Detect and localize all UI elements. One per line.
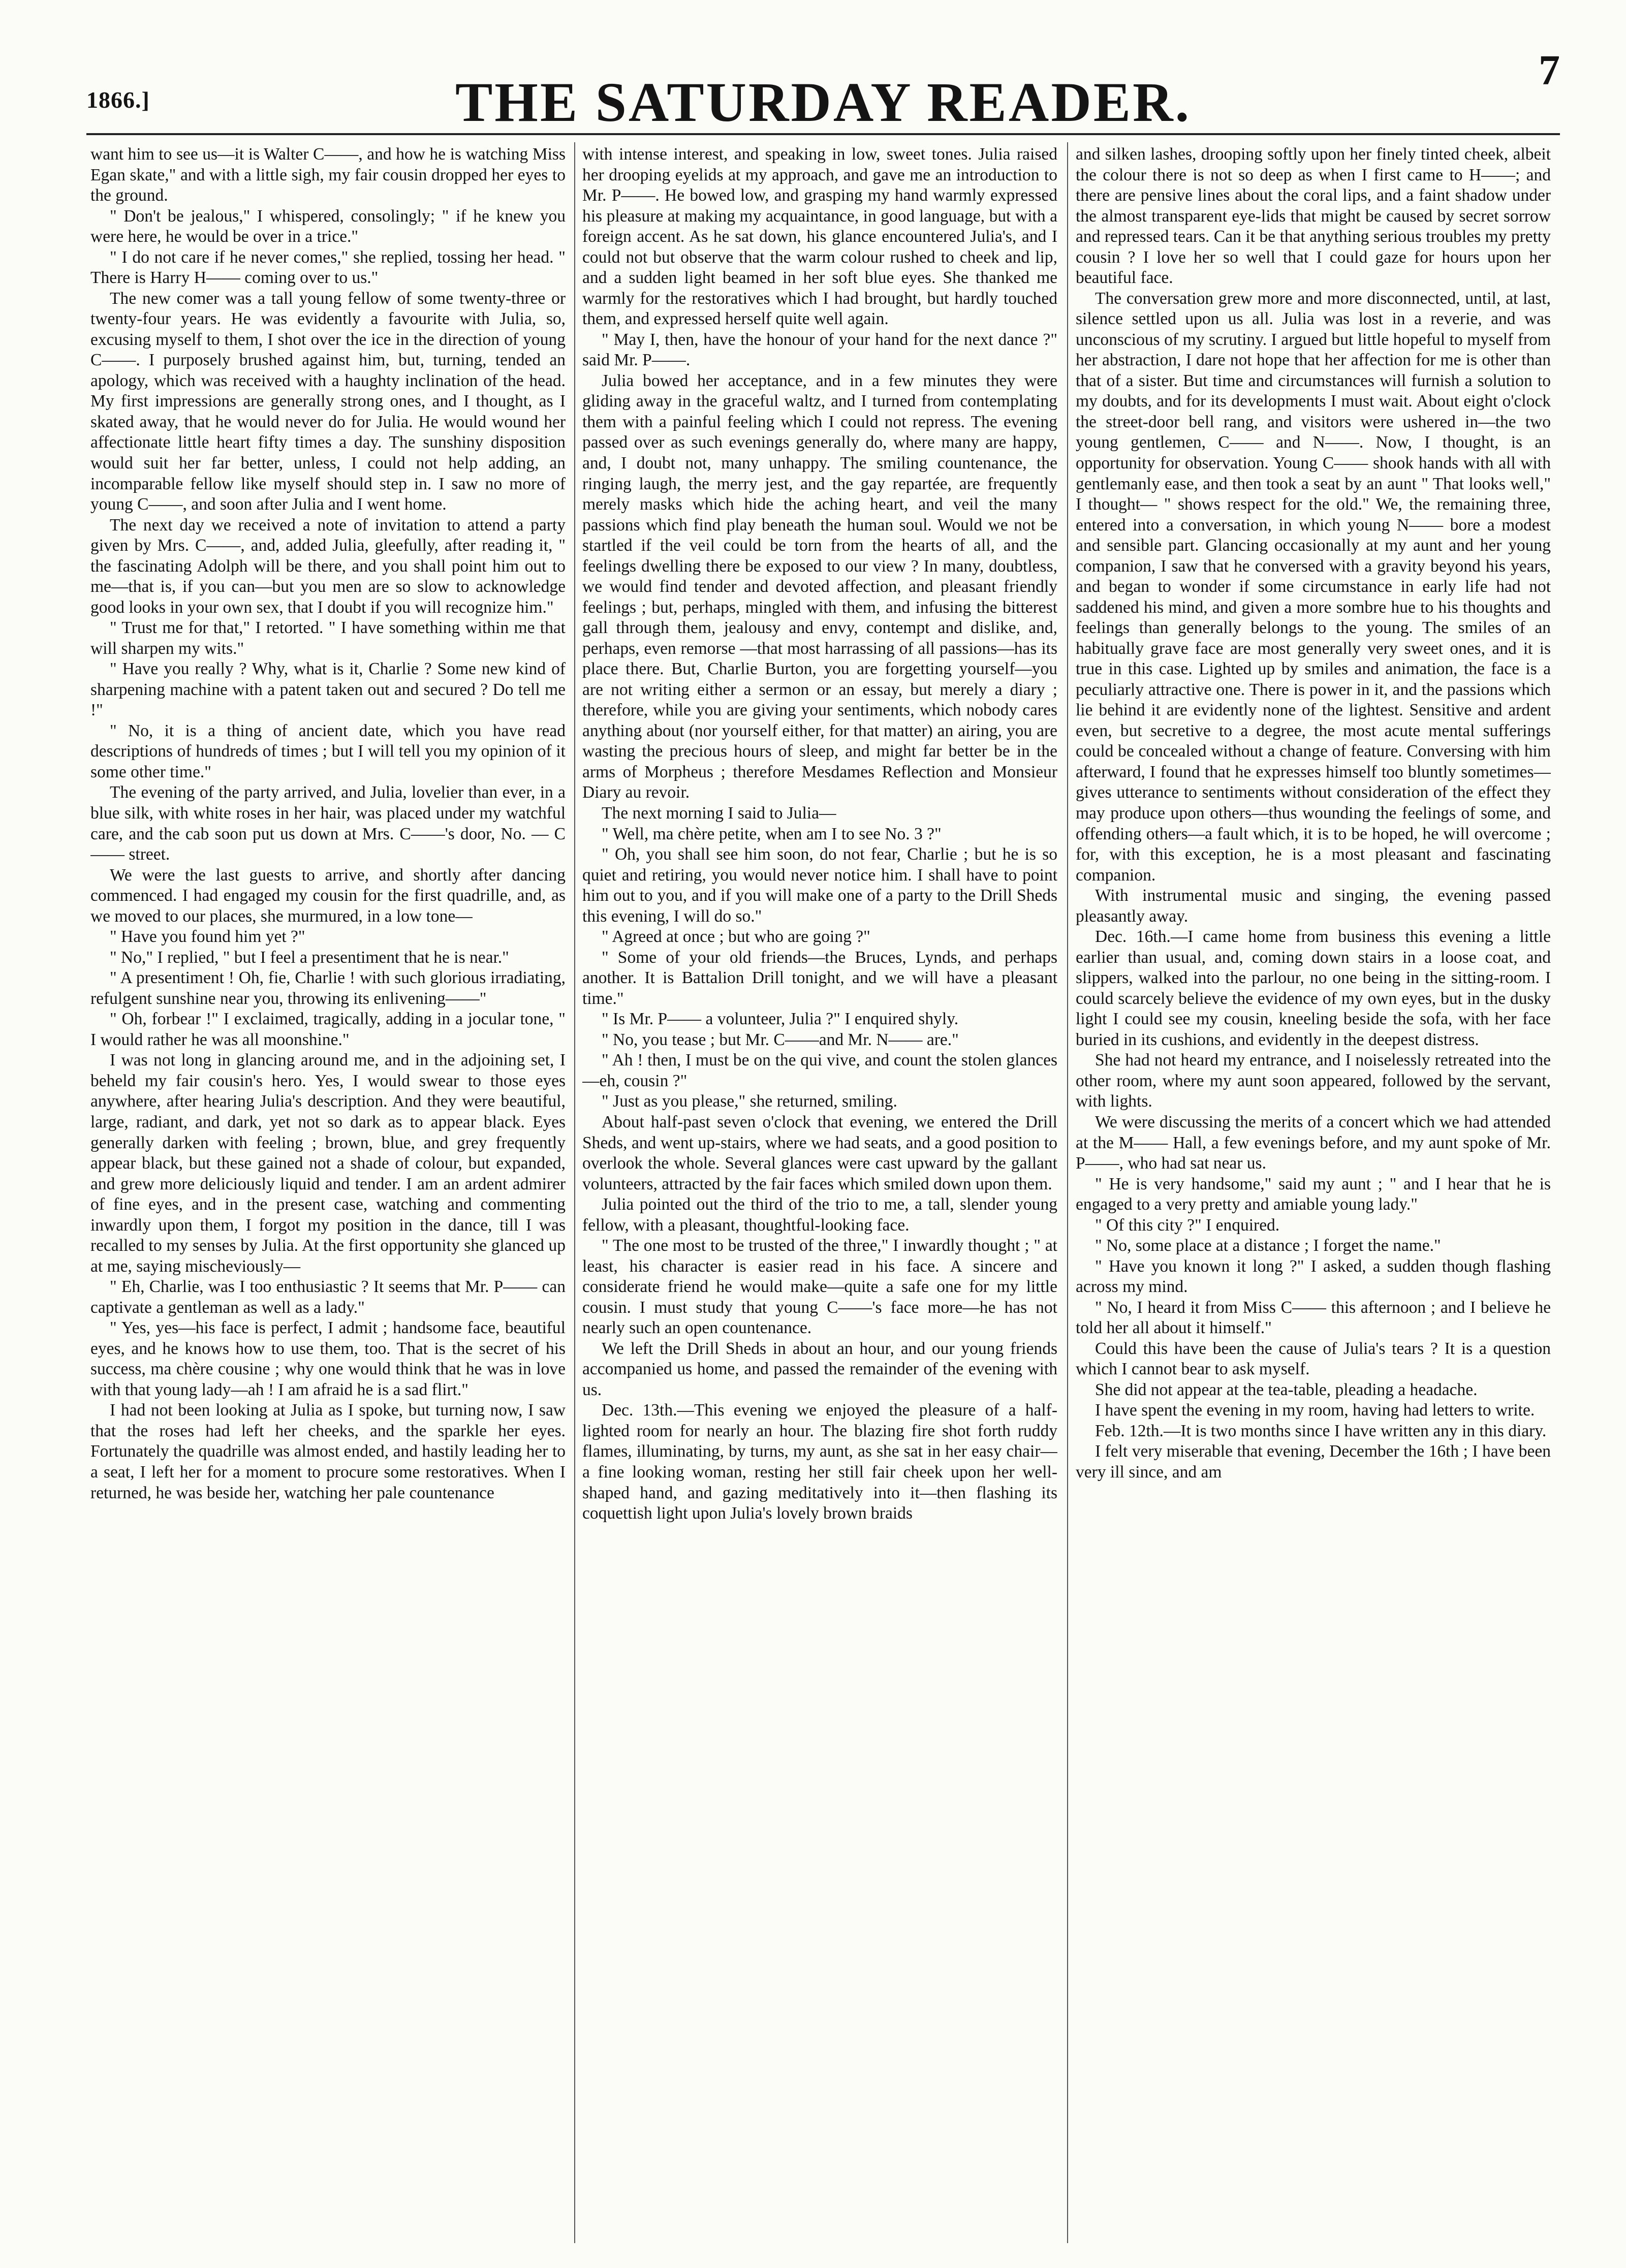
paragraph: The next morning I said to Julia— xyxy=(602,804,836,823)
paragraph: " Don't be jealous," I whispered, consolingly; " if he knew you were here, he would be over in a trice." xyxy=(90,206,566,246)
paragraph: " Trust me for that," I retorted. " I have something within me that will sharpen my wits." xyxy=(90,618,566,658)
text-column-2 xyxy=(582,144,1057,2243)
paragraph: She did not appear at the tea-table, pleading a headache. xyxy=(1095,1380,1478,1399)
paragraph: " Oh, forbear !" I exclaimed, tragically, adding in a jocular tone, " I would rather he was all moonshine." xyxy=(90,1010,566,1049)
paragraph: " Have you found him yet ?" xyxy=(110,927,305,947)
masthead-title: THE SATURDAY READER. xyxy=(455,71,1192,133)
paragraph: Julia bowed her acceptance, and in a few minutes they were gliding away in the graceful waltz, and I turned from contemplating them with a painful feeling which I could not repress. The evening passed over as such evenings generally do, where many are happy, and, I doubt not, many unhappy. The smiling countenance, the ringing laugh, the merry jest, and the gay repartée, are frequently merely masks which hide the aching heart, and veil the many passions which find play beneath the human soul. Would we not be startled if the veil could be torn from the hearts of all, and the feelings dwelling there be exposed to our view ? In many, doubtless, we would find tender and devoted affection, and pleasant friendly feelings ; but, perhaps, mingled with them, and infusing the bitterest gall through them, jealousy and envy, contempt and dislike, and, perhaps, even remorse —that most harrassing of all passions—has its place there. But, Charlie Burton, you are forgetting yourself—you are not writing either a sermon or an essay, but merely a diary ; therefore, while you are giving your sentiments, which nobody cares anything about (nor yourself either, for that matter) an airing, you are wasting the precious hours of sleep, and might far better be in the arms of Morpheus ; therefore Mesdames Reflection and Monsieur Diary au revoir. xyxy=(582,371,1057,802)
paragraph: Julia pointed out the third of the trio to me, a tall, slender young fellow, with a pleasant, thoughtful-looking face. xyxy=(582,1195,1057,1235)
paragraph: I have spent the evening in my room, having had letters to write. xyxy=(1095,1401,1535,1420)
text-column-3 xyxy=(1076,144,1551,2243)
issue-date: 1866.] xyxy=(86,87,150,113)
paragraph: " Just as you please," she returned, smiling. xyxy=(602,1092,897,1111)
paragraph: " No, it is a thing of ancient date, which you have read descriptions of hundreds of times ; but I will tell you my opinion of it some other time." xyxy=(90,721,566,781)
paragraph: She had not heard my entrance, and I noiselessly retreated into the other room, where my aunt soon appeared, followed by the servant, with lights. xyxy=(1076,1051,1551,1111)
paragraph: Feb. 12th.—It is two months since I have written any in this diary. xyxy=(1095,1421,1547,1440)
paragraph: We were the last guests to arrive, and shortly after dancing commenced. I had engaged my cousin for the first quadrille, and, as we moved to our places, she murmured, in a low tone— xyxy=(90,865,566,926)
paragraph: We left the Drill Sheds in about an hour, and our young friends accompanied us home, and passed the remainder of the evening with us. xyxy=(582,1339,1057,1399)
paragraph: Dec. 13th.—This evening we enjoyed the pleasure of a half-lighted room for nearly an hour. The blazing fire shot forth ruddy flames, illuminating, by turns, my aunt, as she sat in her easy chair—a fine looking woman, resting her still fair cheek upon her well-shaped hand, and gazing meditatively into it—then flashing its coquettish light upon Julia's lovely brown braids xyxy=(582,1401,1057,1523)
paragraph: with intense interest, and speaking in low, sweet tones. Julia raised her drooping eyelids at my approach, and gave me an introduction to Mr. P——. He bowed low, and grasping my hand warmly expressed his pleasure at making my acquaintance, in good language, but with a foreign accent. As he sat down, his glance encountered Julia's, and I could not but observe that the warm colour rushed to cheek and lip, and a sudden light beamed in her soft blue eyes. She thanked me warmly for the restoratives which I had brought, but hardly touched them, and expressed herself quite well again. xyxy=(582,145,1057,329)
paragraph: " Yes, yes—his face is perfect, I admit ; handsome face, beautiful eyes, and he knows how to use them, too. That is the secret of his success, ma chère cousine ; why one would think that he was in love with that young lady—ah ! I am afraid he is a sad flirt." xyxy=(90,1318,566,1399)
paragraph: " Some of your old friends—the Bruces, Lynds, and perhaps another. It is Battalion Drill tonight, and we will have a pleasant time." xyxy=(582,948,1057,1008)
paragraph: Could this have been the cause of Julia's tears ? It is a question which I cannot bear to ask myself. xyxy=(1076,1339,1551,1379)
paragraph: " No, some place at a distance ; I forget the name." xyxy=(1095,1236,1441,1255)
paragraph: " Eh, Charlie, was I too enthusiastic ? It seems that Mr. P—— can captivate a gentleman as well as a lady." xyxy=(90,1277,566,1317)
text-column-1 xyxy=(90,144,566,2243)
paragraph: " A presentiment ! Oh, fie, Charlie ! with such glorious irradiating, refulgent sunshine near you, throwing its enlivening——" xyxy=(90,968,566,1008)
paragraph: About half-past seven o'clock that evening, we entered the Drill Sheds, and went up-stairs, where we had seats, and a good position to overlook the whole. Several glances were cast upward by the gallant volunteers, attracted by the fair faces which smiled down upon them. xyxy=(582,1112,1057,1193)
paragraph: want him to see us—it is Walter C——, and how he is watching Miss Egan skate," and with a little sigh, my fair cousin dropped her eyes to the ground. xyxy=(90,145,566,205)
paragraph: and silken lashes, drooping softly upon her finely tinted cheek, albeit the colour there is not so deep as when I first came to H——; and there are pensive lines about the coral lips, and a faint shadow under the almost transparent eye-lids that might be caused by secret sorrow and repressed tears. Can it be that anything serious troubles my pretty cousin ? I love her so well that I could gaze for hours upon her beautiful face. xyxy=(1076,145,1551,288)
paragraph: I had not been looking at Julia as I spoke, but turning now, I saw that the roses had left her cheeks, and the sparkle her eyes. Fortunately the quadrille was almost ended, and hastily leading her to a seat, I left her for a moment to procure some restoratives. When I returned, he was beside her, watching her pale countenance xyxy=(90,1401,566,1502)
paragraph: " Oh, you shall see him soon, do not fear, Charlie ; but he is so quiet and retiring, you would never notice him. I shall have to point him out to you, and if you will make one of a party to the Drill Sheds this evening, I will do so." xyxy=(582,845,1057,926)
page-number: 7 xyxy=(1539,47,1560,94)
paragraph: " He is very handsome," said my aunt ; " and I hear that he is engaged to a very pretty and amiable young lady." xyxy=(1076,1174,1551,1214)
paragraph: We were discussing the merits of a concert which we had attended at the M—— Hall, a few evenings before, and my aunt spoke of Mr. P——, who had sat near us. xyxy=(1076,1112,1551,1173)
column-divider xyxy=(574,142,575,2243)
column-divider xyxy=(1067,142,1068,2243)
paragraph: " No, I heard it from Miss C—— this afternoon ; and I believe he told her all about it himself." xyxy=(1076,1298,1551,1338)
paragraph: " Agreed at once ; but who are going ?" xyxy=(602,927,870,947)
paragraph: I felt very miserable that evening, December the 16th ; I have been very ill since, and am xyxy=(1076,1442,1551,1482)
paragraph: " Ah ! then, I must be on the qui vive, and count the stolen glances—eh, cousin ?" xyxy=(582,1051,1057,1090)
paragraph: With instrumental music and singing, the evening passed pleasantly away. xyxy=(1076,886,1551,926)
paragraph: " I do not care if he never comes," she replied, tossing her head. " There is Harry H—— coming over to us." xyxy=(90,247,566,288)
paragraph: " Of this city ?" I enquired. xyxy=(1095,1215,1280,1235)
page-header xyxy=(86,30,1560,132)
paragraph: " Is Mr. P—— a volunteer, Julia ?" I enquired shyly. xyxy=(602,1010,959,1029)
paragraph: " The one most to be trusted of the three," I inwardly thought ; " at least, his character is easier read in his face. A sincere and considerate friend he would make—quite a safe one for my little cousin. I must study that young C——'s face more—he has not nearly such an open countenance. xyxy=(582,1236,1057,1338)
paragraph: The evening of the party arrived, and Julia, lovelier than ever, in a blue silk, with white roses in her hair, was placed under my watchful care, and the cab soon put us down at Mrs. C——'s door, No. — C—— street. xyxy=(90,783,566,864)
paragraph: " No, you tease ; but Mr. C——and Mr. N—— are." xyxy=(602,1030,959,1049)
paragraph: I was not long in glancing around me, and in the adjoining set, I beheld my fair cousin's hero. Yes, I would swear to those eyes anywhere, after hearing Julia's description. And they were beautiful, large, radiant, and dark, yet not so dark as to appear black. Eyes generally darken with feeling ; brown, blue, and grey frequently appear black, but these gained not a shade of colour, but expanded, and grew more deliciously liquid and tender. I am an ardent admirer of fine eyes, and in the present case, watching and commenting inwardly upon them, I forgot my position in the dance, till I was recalled to my senses by Julia. At the first opportunity she glanced up at me, saying mischeviously— xyxy=(90,1051,566,1276)
paragraph: The new comer was a tall young fellow of some twenty-three or twenty-four years. He was evidently a favourite with Julia, so, excusing myself to them, I shot over the ice in the direction of young C——. I purposely brushed against him, but, turning, tended an apology, which was received with a haughty inclination of the head. My first impressions are generally strong ones, and I thought, as I skated away, that he would never do for Julia. He would wound her affectionate little heart fifty times a day. The sunshiny disposition would suit her far better, unless, I could not help adding, an incomparable fellow like myself should step in. I saw no more of young C——, and soon after Julia and I went home. xyxy=(90,289,566,514)
paragraph: " May I, then, have the honour of your hand for the next dance ?" said Mr. P——. xyxy=(582,330,1057,370)
header-rule xyxy=(86,133,1560,135)
paragraph: " No," I replied, " but I feel a presentiment that he is near." xyxy=(110,948,509,967)
paragraph: " Have you known it long ?" I asked, a sudden though flashing across my mind. xyxy=(1076,1256,1551,1297)
paragraph: " Well, ma chère petite, when am I to see No. 3 ?" xyxy=(602,824,942,843)
paragraph: Dec. 16th.—I came home from business this evening a little earlier than usual, and, coming down stairs in a loose coat, and slippers, walked into the parlour, no one being in the sitting-room. I could scarcely believe the evidence of my own eyes, but in the dusky light I could see my cousin, kneeling beside the sofa, with her face buried in its cushions, and evidently in the deepest distress. xyxy=(1076,927,1551,1049)
paragraph: The conversation grew more and more disconnected, until, at last, silence settled upon us all. Julia was lost in a reverie, and was unconscious of my scrutiny. I argued but little hopeful to myself from her abstraction, I dare not hope that her affection for me is other than that of a sister. But time and circumstances will furnish a solution to my doubts, and for its developments I must wait. About eight o'clock the street-door bell rang, and visitors were ushered in—the two young gentlemen, C—— and N——. Now, I thought, is an opportunity for observation. Young C—— shook hands with all with gentlemanly ease, and then took a seat by an aunt " That looks well," I thought— " shows respect for the old." We, the remaining three, entered into a conversation, in which young N—— bore a modest and sensible part. Glancing occasionally at my aunt and her young companion, I saw that he conversed with a gravity beyond his years, and began to wonder if some circumstance in early life had not saddened his mind, and given a more sombre hue to his thoughts and feelings than generally belongs to the young. The smiles of an habitually grave face are most generally very sweet ones, and it is true in this case. Lighted up by smiles and animation, the face is a peculiarly attractive one. There is power in it, and the passions which lie behind it are evidently none of the lightest. Sensitive and ardent even, but secretive to a degree, the most acute mental sufferings could be concealed without a change of feature. Conversing with him afterward, I found that he expresses himself too bluntly sometimes—gives utterance to sentiments without consideration of the effect they may produce upon others—thus wounding the feelings of some, and offending others—a fault which, it is to be hoped, he will overcome ; for, with this exception, he is a most pleasant and fascinating companion. xyxy=(1076,289,1551,885)
paragraph: " Have you really ? Why, what is it, Charlie ? Some new kind of sharpening machine with a patent taken out and secured ? Do tell me !" xyxy=(90,659,566,720)
paragraph: The next day we received a note of invitation to attend a party given by Mrs. C——, and, added Julia, gleefully, after reading it, " the fascinating Adolph will be there, and you shall point him out to me—that is, if you can—but you men are so slow to acknowledge good looks in your own sex, that I doubt if you will recognize him." xyxy=(90,515,566,617)
